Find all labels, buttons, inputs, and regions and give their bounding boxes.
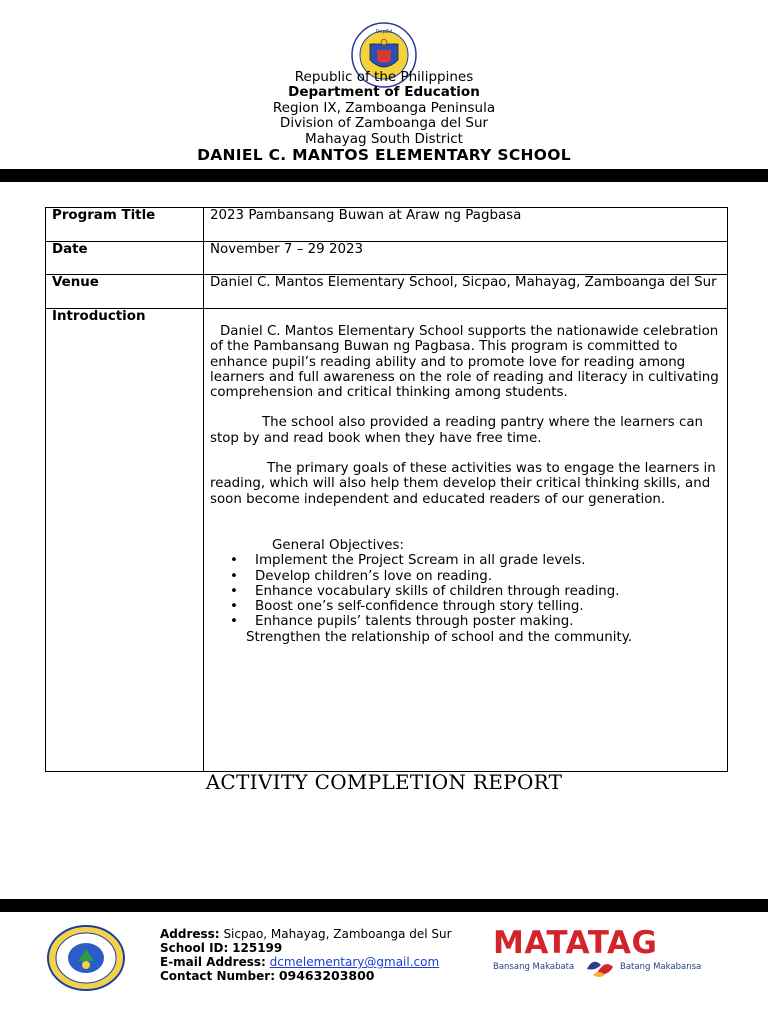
footer-divider [0, 899, 768, 912]
matatag-tagline-left: Bansang Makabata [493, 962, 575, 972]
objective-last: Strengthen the relationship of school and the community. [246, 629, 632, 645]
school-seal-logo [46, 925, 126, 991]
objective-text: Enhance vocabulary skills of children through reading. [255, 583, 620, 599]
list-item [210, 569, 721, 584]
introduction-label: Introduction [46, 309, 204, 772]
program-title-value: 2023 Pambansang Buwan at Araw ng Pagbasa [204, 208, 728, 242]
email-label: E-mail Address: [160, 955, 266, 969]
address-value: Sicpao, Mahayag, Zamboanga del Sur [223, 927, 452, 941]
contact-number-label: Contact Number: [160, 969, 275, 983]
email-line [160, 955, 452, 969]
contact-number-value: 09463203800 [278, 968, 375, 983]
list-item [210, 599, 721, 614]
school-id-label: School ID: [160, 941, 229, 955]
bullet-icon: • [230, 614, 238, 630]
table-row-introduction [46, 309, 728, 772]
contact-block [160, 927, 452, 983]
school-id-line [160, 941, 452, 955]
intro-paragraph-3: The primary goals of these activities was to engage the learners in reading, which will also help them develop their critical thinking skills, and soon become independent and educated readers of our generation. [210, 461, 716, 507]
email-link[interactable]: dcmelementary@gmail.com [269, 955, 440, 969]
header-line-district: Mahayag South District [305, 130, 463, 147]
svg-text:DepEd: DepEd [375, 29, 393, 35]
objective-text: Enhance pupils’ talents through poster making. [255, 614, 574, 630]
matatag-logo [493, 925, 708, 980]
matatag-wordmark: MATATAG [493, 925, 658, 961]
intro-paragraph-2: The school also provided a reading pantry where the learners can stop by and read book when they have free time. [210, 415, 704, 446]
date-label: Date [46, 242, 204, 275]
list-item [210, 614, 721, 629]
activity-table [45, 207, 728, 772]
header-line-region: Region IX, Zamboanga Peninsula [272, 99, 496, 116]
school-name: DANIEL C. MANTOS ELEMENTARY SCHOOL [197, 146, 571, 165]
report-title: ACTIVITY COMPLETION REPORT [205, 770, 563, 794]
bullet-icon: • [230, 553, 238, 569]
table-row-venue [46, 275, 728, 309]
header-line-republic: Republic of the Philippines [294, 69, 474, 85]
introduction-content [204, 309, 728, 772]
objective-text: Implement the Project Scream in all grade levels. [255, 553, 586, 569]
venue-label: Venue [46, 275, 204, 309]
contact-number-line [160, 969, 452, 983]
table-row-date [46, 242, 728, 275]
bullet-icon: • [230, 568, 238, 584]
matatag-tagline-right: Batang Makabansa [620, 962, 702, 972]
hands-icon [583, 955, 617, 979]
header-line-department: Department of Education [288, 84, 480, 101]
objective-text: Develop children’s love on reading. [255, 568, 492, 584]
date-value: November 7 – 29 2023 [204, 242, 728, 275]
letterhead [0, 70, 768, 163]
header-line-division: Division of Zamboanga del Sur [279, 115, 489, 132]
objectives-list [210, 553, 721, 629]
objective-text: Boost one’s self-confidence through story telling. [255, 599, 584, 615]
objectives-heading: General Objectives: [272, 537, 405, 553]
program-title-label: Program Title [46, 208, 204, 242]
address-label: Address: [160, 927, 220, 941]
address-line [160, 927, 452, 941]
table-row-program-title [46, 208, 728, 242]
header-divider [0, 169, 768, 182]
intro-paragraph-1: Daniel C. Mantos Elementary School supports the nationawide celebration of the Pambansang Buwan ng Pagbasa. This program is committed to enhance pupil’s reading ability and to promote love for reading among learners and full awareness on the role of reading and literacy in cultivating comprehension and critical thinking among students. [210, 324, 719, 401]
venue-value: Daniel C. Mantos Elementary School, Sicpao, Mahayag, Zamboanga del Sur [204, 275, 728, 309]
list-item [210, 584, 721, 599]
bullet-icon: • [230, 583, 238, 599]
school-id-value: 125199 [232, 941, 283, 955]
list-item [210, 553, 721, 568]
bullet-icon: • [230, 599, 238, 615]
